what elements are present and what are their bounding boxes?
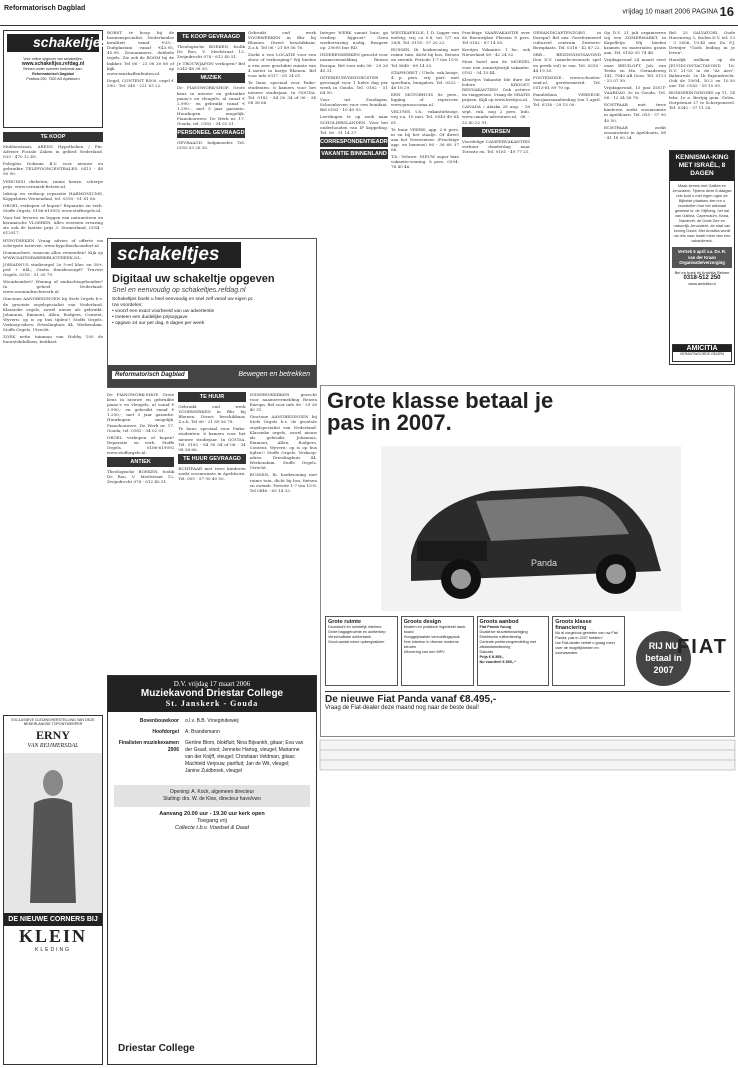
section-te-huur-gevraagd: TE HUUR GEVRAAGD (178, 454, 245, 464)
promo-list-item: • opgave 24 uur per dag, 6 dagen per week (112, 321, 205, 326)
classified-ad: Prachtige VAARVAKANTIE over de Reeuwijkse Plassen 8 pers. Tel 0182 - 87 14 50. (462, 30, 530, 46)
classified-ad: EEN MOTORHUIS 8e pers., ligging of reperceer. www.preacocoma.nl. (391, 92, 459, 108)
classified-ad: Dommacbert, waarom alles verzenden? Kijk op WWW.DATESPAREBIBLIOTHEEK.NL. (3, 249, 103, 260)
classified-ad: Je TROUWJAPON verkopen? Bel 0342-48 38 50. (177, 61, 245, 72)
newspaper-logo: Reformatorisch Dagblad (112, 371, 188, 379)
column-2 (107, 30, 174, 235)
classified-ad: Gebruikt oud werk VOORWERKEN in Bhr bij Rhenen. Direct beschikbaar, Z.z.h. Tel 06 - 21 89 56 78. (248, 30, 316, 51)
promo-list-item: • meteen een duidelijke prijsopgave (112, 315, 188, 320)
classified-ad: WESTKAPELLE, 1 D. Ligger van melvig, vrij ca 0.8, tot 7/7 en 28/8. Tel. 0118 - 57 20 22. (391, 30, 459, 46)
classified-ad: SRB... BEZINNINGSAVOND Den D.V. (aanelectronisch spel en preek vol) te van. Tel. 0318 - 44 19 30. (533, 52, 601, 73)
column-1 (3, 130, 103, 710)
classified-ad: Polisplus Doksum B.V. voor nieuwe en gebruikte TELEFOONCENTRALES. 0413 - 48 90 90. (3, 161, 103, 177)
israel-call: Bel en boek bij Amicitia Reizen (674, 269, 730, 275)
concert-entry: Toegang vrij (197, 818, 227, 824)
amicitia-name: AMICITIA (673, 345, 731, 352)
feature-title: Grote ruimte (328, 619, 362, 625)
feature-item: Verschuifbare achterbank (328, 635, 372, 639)
section-te-koop: TE KOOP (3, 132, 103, 142)
schakeltjes-logo: schakeltjes (7, 34, 99, 52)
classified-ad: INDERENKERKEN gezocht voor naamsvermelding Reizen Europa. Bel voor info 06 - 29 26 40 31. (249, 392, 317, 413)
classified-ad: T.h.: Veluwe: NIEUW super luxe vakantie-woning. 8 pers. 0394-76 40 46. (391, 154, 459, 170)
fiat-headline: Grote klasse betaal je pas in 2007. (327, 388, 554, 435)
classified-ad: Inkoop en verkoop reparatie HARMONIUMS, Koppeluten Veenendaal, tel. 0318 - 51 81 80. (3, 190, 103, 201)
amicitia-sub: VERANTWOORDE REIZEN (679, 352, 725, 356)
column-8 (533, 30, 601, 380)
classified-ad: RUSSEN, Ib. hoekwoning met ruime tuin, dicht bij bos, fietsen en zwemb. Periode 1-7 t/m 15-8. Tel 0848 - 69 14 33. (391, 47, 459, 68)
promo-headline: Digitaal uw schakeltje opgeven (112, 273, 275, 285)
concert-closing: Sluiting: drs. W. de Kloe, directeur havo/vwo (163, 796, 261, 802)
classified-ad: Zoekt u een LOCATIE voor een show of verkooping? Wij bieden u een zeer geschikte ruimte van 4 meter in hartje Rhenen. Bel voor info 0317 - 61 24 61. (248, 52, 316, 78)
feature-item: Prijs € 8.395,- (479, 655, 504, 659)
feature-box (325, 616, 398, 686)
classified-ad: ZOEK nette tuinman van Hobby 100 de huurstsbdullnen, buitkast. (3, 334, 103, 345)
car-model-label: Panda (531, 558, 558, 568)
fiat-offer (325, 691, 730, 711)
page-header (0, 0, 738, 26)
row-key: Bovenbouwkoor (139, 718, 179, 724)
feature-item: Dualdrive stuurbekrachtiging (479, 630, 528, 634)
lower-classifieds (107, 392, 317, 672)
feature-box (401, 616, 474, 686)
classified-ad: POSTEMODE.. www.schoolen-senf.nl, gereformeerd. Tel. 0513-61 89 70 op. (533, 74, 601, 90)
classified-ad: RUSSEN, Ib. hoekwoning met ruime tuin, dicht bij bos, fietsen en zwemb. Periode 1-7 t/m 15-8. Tel 0848 - 69 14 33. (249, 472, 317, 493)
fiat-small-print (320, 740, 735, 1065)
classified-ad: GEVRAAGD: hulpmoeder. Tel. 0182-53 26 35. (177, 140, 245, 151)
classified-ad: JORIADNUS studieorgel 2e 5-rel klav. en 38-t. ped + 64L; Gratis thuisbezorgd? Truvest Orgels, 0318 - 51 30 79. (3, 261, 103, 278)
fiat-offer-sub: Vraag de Fiat-dealer deze maand nog naar de beste deal! (325, 705, 479, 711)
column-10 (669, 30, 735, 140)
classified-ad: Te huur VEERE: app. 2-6 pers. in en bij het staalje. Of direct aan het Veersemeer. (Prachtige app. en luxueus) 06 - 36 68 37 66. (391, 126, 459, 152)
classified-ad: Integer WERK vanuit huis; ga verdiep bijgroei? Geen werkervaring nodig. Reageer op: 29095 bur RD. (320, 30, 388, 51)
classified-ad: Voor inf. Zondagen, Schoonhoven voor een bonifaat. Bel 0183 - 10 40 93. (320, 97, 388, 113)
row-value: o.l.v. B.B. Vroegindeweij (185, 718, 239, 724)
israel-website[interactable]: www.amicitia.nl (688, 280, 716, 286)
klein-banner: DE NIEUWE CORNERS BIJ (4, 913, 102, 926)
classified-ad: ECHTPAAR met twee kinderen zoekt woonruimte in Apeldoorn. Tel. 055 - 57 90 40 50. (178, 465, 246, 482)
promo-list-item: Uw voordelen: (112, 303, 143, 308)
erny-brand: ERNY (35, 728, 70, 742)
concert-advert (107, 675, 317, 1065)
classified-ad: ORGEL verkopen of kopen? Reparatie en verh. Stoffe Orgels, 0186-619092 www.stofforgels.nl. (3, 202, 103, 214)
classified-ad: ECHTPAAR met twee kinderen zoekt woonruimte in Apeldoorn. Tel. 055 - 57 90 40 50. (604, 102, 666, 123)
page-number: 16 (719, 4, 734, 19)
feature-item: Grote bagageruimte en achterklep (328, 630, 386, 634)
classified-ad: INDERENKERKEN gezocht voor naamsvermelding Reizen Europa. Bel voor info 06 - 29 26 40 31. (320, 52, 388, 73)
classified-ad: INTERIEURVERZORGSTER gevraagd voor 1 halve dag per week in Gouda. Tel. 0182 - 51 64 50. (320, 74, 388, 96)
fiat-panda-car-image (381, 446, 681, 611)
israel-departure: Vertrek 5 april v.a. Dv. R. van der Kraan Organisatie/verzorging (672, 247, 732, 268)
feature-item: Dakrails (479, 650, 494, 654)
rij-nu-badge: RIJ NU betaal in 2007 (636, 631, 691, 686)
feature-item: Hooggeplaatste versnellingspook (403, 635, 460, 639)
section-vakantie: VAKANTIE BINNENLAND (321, 150, 387, 157)
driestar-logo: Driestar College (118, 1043, 195, 1054)
row-key: Hoofdorgel (152, 729, 179, 735)
feature-item: Elektrische ruitbediening (479, 635, 521, 639)
classified-ad: Woonkomfort? Woning of ambachtsgebonden? In geheel Nederland: www.woonindrachtwerk.nl. (3, 279, 103, 295)
erny-sub: VAN REIJMERSDAL (27, 743, 79, 749)
classified-ad: De PIANOWORK-SHOP. Grote keus in nieuwe en gebruikte piano's en vleugels, al vanaf € 2.990,- en gebruikt vanaf € 1.290,-, met 5 jaar garantie. Huurkopen mogelijk. Pianobouwers. De Werk nr. 17, Gouda; tel. 0182 - 34 02 01. (177, 85, 245, 127)
classified-ad: Mooi hotel aan de MOEZEL voor een zonnetjesrijk vakantie. 0182 - 34 15 44. (462, 59, 530, 75)
israel-phone: 0318-512 250 (683, 274, 721, 281)
classified-ad: HYPOTHEKEN Vraag advies of offerte via scherpste tarieven. www.hypotheekcomfort.nl. (3, 237, 103, 248)
classified-ad: Voordelige CAMPERVAKANTIES verhuur donderdag naar Toronto en. Tel. 0181 - 49 77 21. (462, 138, 530, 154)
concert-row (114, 740, 310, 775)
concert-title: Muziekavond Driestar College (140, 688, 284, 699)
classified-ad: Ginctone AANGBEDINGEN bij Stofs Orgels b.v. de grootste orgelspecialist van Nederland. Klassieke orgels, zowel nieuw als gebruikt. Johannus, Eminent, Allen, Rodgers, Content, Wyvern: op is op bus tijden!! Stoffs Orgels. Verkoop-adres: Drieslinghuis 44, Werkendam. Stoffs Orgels, Utrecht. (249, 414, 317, 471)
info-line: Binnen onder nummer toekomst aan: (23, 67, 83, 71)
feature-item: Fiat Panda Young (479, 625, 512, 629)
row-key: Finalisten muziekexamen 2006 (118, 740, 179, 753)
classified-ad: Theologische BOEKEN, foolik De Roo, V. Meelstraat 12, Zwijndrecht 078 - 612 40 51. (177, 44, 245, 60)
fiat-offer-title: De nieuwe Fiat Panda vanaf €8.495,- (325, 694, 497, 705)
classified-ad: Bel: 25 SALVATORI, Oude Havenweg 3, Stolen D.V. tel: 13 - 3 2006, 19.45 uur, Ds. P.J. Deteijer "Gods leiding in je leven". (669, 30, 735, 56)
classified-ad: Te huur, speciaal voor Paiko-studenten: 6 kamers voor het nieuwe studiejaar. In GOUDA. Tel. 0182 - 84 50 34 of 06 - 34 08 38 66. (248, 79, 316, 106)
classified-ad: VELUWE, t.h.: vakantiehuisje, vrij v.a. 10 mei. Tel. 0543-49 64 61. (391, 109, 459, 125)
classified-ad: Op D.V. 21 juli organiseren wij een ZOMERMARKT, in Kapelletje. Wij bieden kramen en materialen gratis aan. Tel. 0182-35 74 48. (604, 30, 666, 56)
classified-ad: Vrijdagavond 24 maart viert onze BRUILOFT, Joh. van Teeks en Ma. Geraadsweg 141, 7940 AB Goes. Tel. 0113 - 23 07 59. (604, 57, 666, 83)
column-3 (177, 30, 245, 235)
classified-ad: VERUNISI dieheten, ruime keuze, scherpe prijs. www.veruniek-fietsen.nl. (3, 178, 103, 189)
schakeltjes-box (3, 30, 109, 128)
classified-ad: Leerlingen te op zoek naar SCHOLIERSLANDEN. Voor het onderhouden van IP koppeling. Tel. 06 - 51 14 37. (320, 114, 388, 135)
promo-advert (107, 238, 317, 388)
promo-logo: schakeltjes (111, 242, 241, 268)
concert-date: D.V. vrijdag 17 maart 2006 (173, 680, 251, 688)
feature-box (552, 616, 625, 686)
classified-ad: ORGEL verkopen of kopen? Reparatie en verh. Stoffe Orgels, 0186-619092 www.stofforgels.nl. (107, 434, 175, 456)
feature-item: Uitvoering van een MPV (403, 650, 445, 654)
concert-venue: St. Janskerk - Gouda (165, 699, 259, 708)
klein-sub: KLEDING (35, 947, 71, 953)
concert-opening: Opening: A. Kock, algemeen directeur (169, 789, 255, 795)
israel-title: KENNISMA-KING MET ISRAËL, 8 DAGEN (670, 151, 734, 181)
classified-ad: Degel, CONTENT R500, orgel € 590,- Tel. 040 - 221 63 22. (107, 77, 174, 88)
classified-ad: Ginctone AANGBEDINGEN bij Stofs Orgels b.v. de grootste orgelspecialist van Nederland. Klassieke orgels, zowel nieuw als gebruikt. Johannus, Eminent, Allen, Rodgers, Content, Wyvern: op is op bus tijden!! Stoffs Orgels. Verkoop-adres: Drieslinghuis 44, Werkendam. Stoffs Orgels, Utrecht. (3, 296, 103, 332)
info-line: Reformatorisch Dagblad (32, 72, 74, 76)
column-9 (604, 30, 666, 275)
classified-ad: De PIANOWORK-SHOP. Grote keus in nieuwe en gebruikte piano's en vleugels, al vanaf € 2.990,- en gebruikt vanaf € 1.290,-, met 5 jaar garantie. Huurkopen mogelijk. Pianobouwers. De Werk nr. 17, Gouda; tel. 0182 - 34 02 01. (107, 392, 175, 433)
classified-ad: Kleurtjes Vakantie Ide dure de ledere KROOST. RENVAKANTIES! Ook actieve en viaggetsen. Vraag de GRATIS prijzen. Kijk op www.kreitjes.nl. (462, 76, 530, 103)
feature-box (477, 616, 550, 686)
section-te-huur: TE HUUR (178, 392, 245, 402)
classified-ad: BONDERINGSWORD op 11, 14 febr. 1e a. Bertjig gem. Gelen. Dorpstraat 27 te Scherpenzeel. Tel. 0342 - 37 11 26. (669, 90, 735, 111)
klein-kleding-advert (3, 715, 103, 1065)
klein-top-line: EXCLUSIEVE CLEDINGHERSTELLING VAN DEZE NEDERLANDSE TOPONTWERPER (11, 718, 95, 726)
feature-item: Nu al zorgeloos genieten van uw Fiat Panda, pas in 2007 betalen! (555, 631, 618, 640)
info-line: Postbus 290, 7300 AG Apeldoorn (26, 77, 80, 81)
classified-ad: GEHANDICAPTENZORG in Europa? Bel ons: Gereformeerd cultureel centrum Zwitsers-Bornplaats. Tel. 0318 - 42 87 22. (533, 30, 601, 51)
column-6 (391, 30, 459, 380)
info-line: Voor online opgeven van schakeltjes: (23, 57, 83, 61)
feature-title: Groots design (403, 619, 442, 625)
fiat-logo: FIAT (677, 636, 728, 658)
classified-ad: BORST te koop bij de bonnenspecialist, Nederlandse kwaliteit vanaf €35,-. Duitplastam vanaf €43.95, 45.95. Zesnummers, dubbele tegels. Zie ook de ROOM bij de bakker. Tel 06 - 23 06 30 80 of kijk op www.ranzhaffenbuiten.nl. (107, 30, 174, 76)
feature-title: Groots aanbod (479, 619, 519, 625)
feature-item: Uw Fiat-dealer vertelt u graag meer over de mogelijkheden en voorwaarden. (555, 641, 615, 655)
concert-time: Aanvang 20.00 uur - 19.30 uur kerk open (159, 811, 265, 817)
classified-ad: Kreitjes Vakantie: 1 loc. ook Nieuwland 06 - 42 24 52. (462, 47, 530, 58)
section-muziek: MUZIEK (177, 73, 245, 83)
classified-ad: ECHTPAAR zoekt woonruimte in Apeldoorn, 06 - 41 18 00 24. (604, 124, 666, 140)
promo-list-item: • voorzf een exact voorbeeld van uw advertentie (112, 309, 215, 314)
column-4 (248, 30, 316, 235)
section-te-koop-gevraagd: TE KOOP GEVRAAGD (177, 32, 245, 42)
israel-body: Maak kennis met Galilea en Jeruzalem. Tijdens deze 8-daagse reis kunt u met eigen ogen de Bijbelse plaatsen zien en u voorstellen hoe het allemaal geweest is: de Olijfberg, het dal van Galilea, Capernaüm, Kana, Nazareth, de Dode Zee en natuurlijk Jeruzalem, de stad van koning David. Met Amicitia wordt uw reis naar Israël meer dan een vakantiereis. (672, 183, 732, 243)
classified-ad: STAPHORST / Ubels. vak.huisje, 4 p. pers. vrij part. met speeltuin, bungalow. Tel. 0522 - 46 18 29. (391, 69, 459, 90)
section-antiek: ANTIEK (107, 457, 174, 467)
klein-name: KLEIN (18, 926, 88, 946)
info-url: www.schakeltjes.refdag.nl (21, 61, 85, 67)
page-date: vrijdag 10 maart 2006 PAGINA 16 (622, 4, 734, 19)
fashion-model-photo (4, 753, 102, 913)
classified-ad: Familiehuis VERDEGE, Voorjaarsaanbieding t/m 1 april. Tel. 0316 - 29 15 00. (533, 92, 601, 108)
promo-subline: Snel en eenvoudig op schakeltjes.refdag.nl (112, 287, 246, 294)
feature-item: Hoe interieur in diverse moderne kleuren (403, 640, 459, 649)
promo-footer-text: Bewegen en betrekken (238, 371, 310, 378)
feature-title: Groots klasse financiering (555, 619, 592, 631)
concert-row (114, 729, 310, 736)
classified-ad: Theologische BOEKEN, foolik De Roo, V. Meelstraat 12, Zwijndrecht 078 - 612 40 51. (107, 469, 175, 485)
israel-trip-advert (669, 150, 735, 365)
feature-item: Modern en praktisch ingedeeld dash-board (403, 625, 467, 634)
amicitia-logo (672, 344, 732, 362)
classified-ad: Muldonstraat, ARENS Hypotheken / Fin. Adviser Fociale Zaken in gebied Nederland. 033 - 470 12 49. (3, 144, 103, 160)
classified-ad: Vrijdagavond, 15 juni ZOUT-VAARDAG 3e in Gouda. Tel. 06 - 12 34 56 78. (604, 84, 666, 101)
classified-ad: Te huur, speciaal voor Paiko-studenten: 6 kamers voor het nieuwe studiejaar. In GOUDA. Tel. 0182 - 84 50 34 of 06 - 34 08 38 66. (178, 426, 246, 452)
newspaper-name: Reformatorisch Dagblad (4, 5, 86, 12)
feature-item: Nu voordeel € 800,-* (479, 660, 516, 664)
fiat-feature-boxes (325, 616, 625, 686)
feature-item: Groot aantal ruime opbergvakken (328, 640, 385, 644)
row-value: Gertine Blom, blokfluit; Nina Bijvankh, gitaar; Eva van der Graaf, viool; Jenneke Hartog, vleugel; Marianne van der Knijff, vleugel; Christiaan Veldman, gitaar; Machteld Verjouw, panfluit; Jan de Wit, vleugel; Janine Zuidbroek, vleugel (185, 740, 304, 774)
section-diversen: DIVERSEN (462, 127, 530, 137)
classified-ad: Voor het leveren en leggen van natuursteen en keramische VLOEREN. Alles overzien ervaring zie ook de laatste prijs 3. Stomerland, 0184 - 612917. (3, 215, 103, 236)
column-7 (462, 30, 530, 380)
classified-ad: CANADA / Alaska 28 aug. - 18 sept. ruk. nog 2 pers. Info. www.canada-adventure.nl. 06 - 33 40 52 91. (462, 104, 530, 125)
section-correspondentie: CORRESPONDENTIEADRESSEN (320, 138, 407, 145)
classified-ad: Gebruikt oud werk VOORWERKEN in Bhr bij Rhenen. Direct beschikbaar, Z.z.h. Tel 06 - 21 89 56 78. (178, 404, 246, 425)
concert-collecte: Collecte t.b.v. Voedsel & Daad (175, 825, 249, 831)
concert-program-box (114, 785, 310, 807)
feature-item: Doordacht en ruimtelijk interieur (328, 625, 382, 629)
concert-header (108, 676, 316, 712)
concert-row (114, 718, 310, 725)
promo-intro: Schakeltjes boekt u heel eenvoudig en snel zelf vanaf uw eigen pc (112, 297, 254, 302)
fiat-advert (320, 385, 735, 737)
classified-ad: Haralijk welkom op de JEUGDCONTACTAVOND 16, D.V. 21-03 in de "Ar Arsi", Balenresb. 2e 1b Papendrecht. Ook de 19/04, 30.3 en 10.30 uur. Tel. 0182 - 59 15 09. (669, 57, 735, 88)
fiat-price-table (320, 740, 735, 770)
promo-footer (108, 365, 316, 387)
column-5 (320, 30, 407, 380)
feature-item: Centrale portiervergrendeling met afstandsbediening (479, 640, 537, 649)
section-personeel: PERSONEEL GEVRAAGD (177, 130, 245, 137)
row-value: A. Brandemann (185, 729, 220, 735)
